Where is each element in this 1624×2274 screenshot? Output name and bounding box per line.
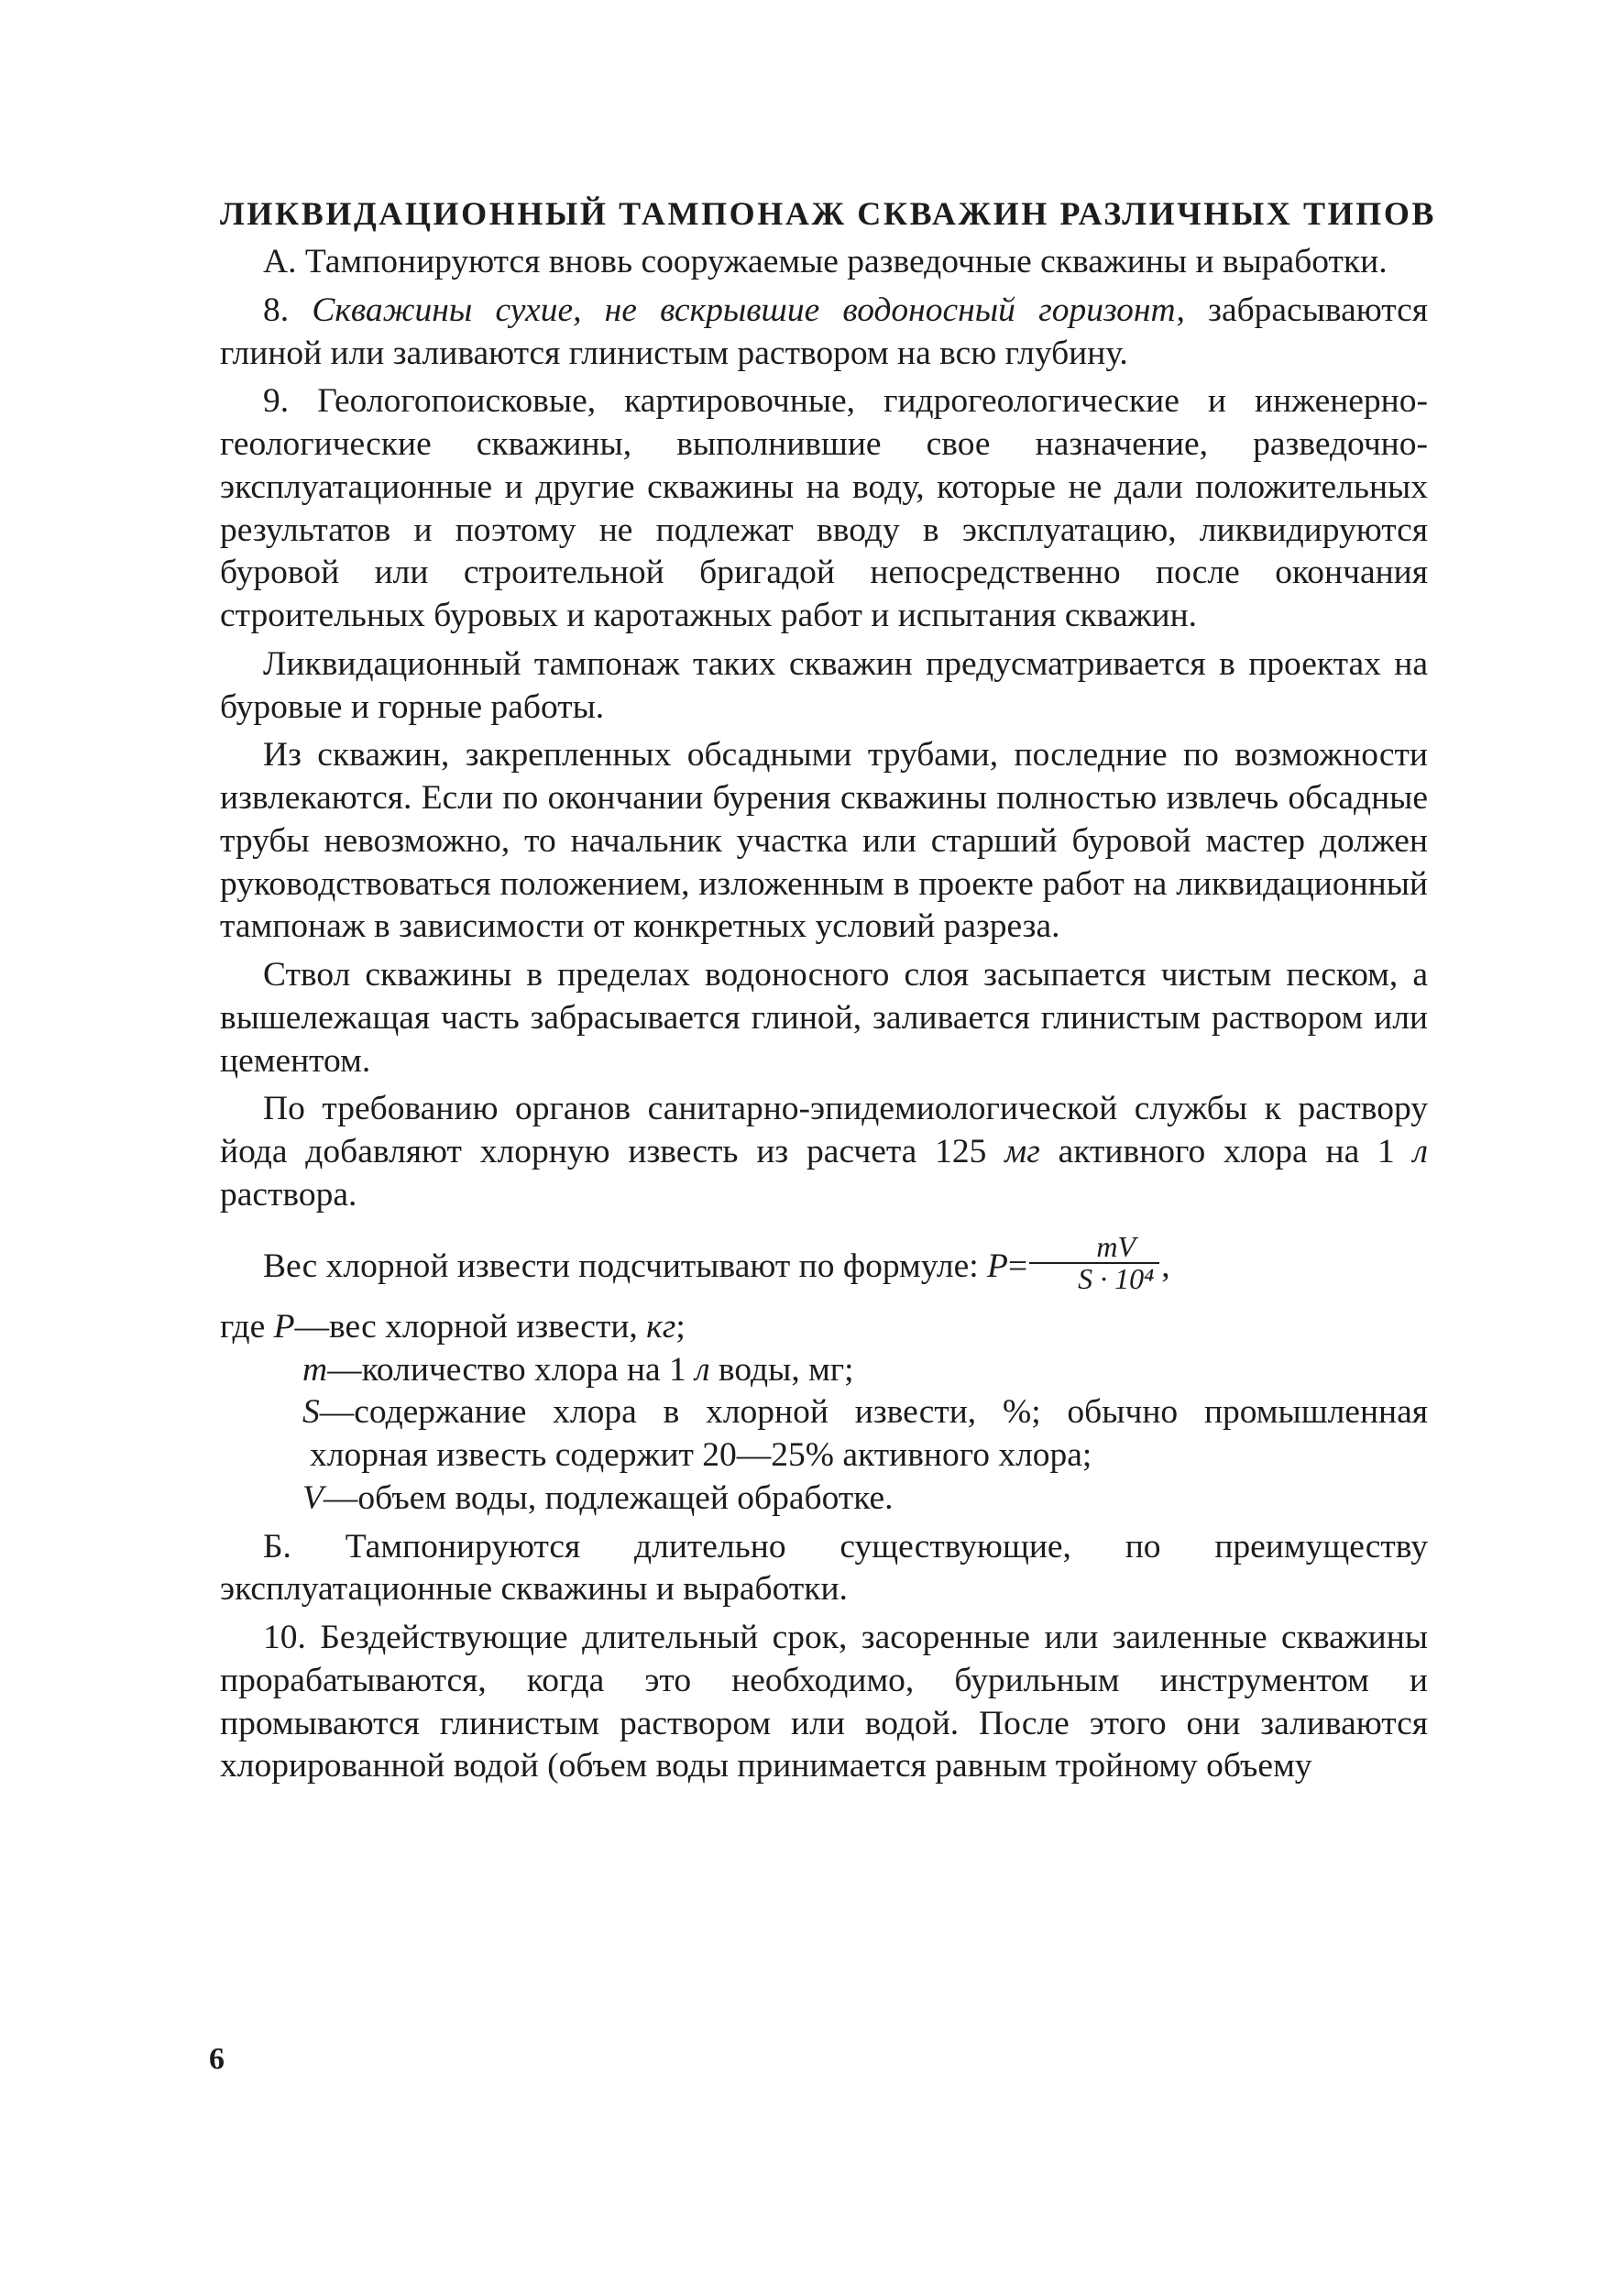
unit-l: л [1412,1133,1429,1171]
formula-line [220,1229,1428,1301]
definitions-list [220,1306,1428,1521]
item-9-paragraph: 9. Геологопоисковые, картировочные, гидрогеологические и инженерно-геологические скважины, выполнившие свое назначение, разведочно-эксплуатационные и другие скважины на воду, которые не дали положительных результатов и поэтому не подлежат вводу в эксплуатацию, ликвидируются буровой или строительной бригадой непосредственно после окончания строительных буровых и каротажных работ и испытания скважин. [220,382,1428,635]
projects-paragraph: Ликвидационный тампонаж таких скважин предусматривается в проектах на буровые и горные работы. [220,644,1428,726]
item-8-italic-text: Скважины сухие, не вскрывшие водоносный горизонт, [312,291,1185,329]
definition-text: —содержание хлора в хлорной извести, %; обычно промышленная хлорная известь содержит 20—25% активного хлора; [310,1393,1428,1475]
chlorine-text-after: раствора. [220,1175,357,1214]
section-b-paragraph: Б. Тампонируются длительно существующие, по преимуществу эксплуатационные скважины и выработки. [220,1527,1428,1609]
definition-end: воды, мг; [709,1350,854,1389]
casing-paragraph: Из скважин, закрепленных обсадными трубами, последние по возможности извлекаются. Если по окончании бурения скважины полностью извлечь обсадные трубы невозможно, то начальник участка или старший буровой мастер должен руководствоваться положением, изложенным в проекте работ на ликвидационный тампонаж в зависимости от конкретных условий разреза. [220,736,1428,946]
formula-intro: Вес хлорной извести подсчитывают по формуле: [263,1247,979,1285]
definition-symbol: V [302,1478,324,1517]
definition-text: —количество хлора на 1 [327,1350,696,1389]
definition-symbol: m [302,1350,328,1389]
definition-item [220,1349,1428,1392]
formula-fraction [1029,1229,1159,1296]
definition-unit: кг [646,1307,676,1346]
item-8-paragraph [220,290,1428,376]
definition-item [220,1306,1428,1349]
definition-item [220,1391,1428,1478]
text-column [220,194,1437,1794]
definition-unit: л [695,1350,710,1389]
definition-text: —объем воды, подлежащей обработке. [323,1478,894,1517]
chlorine-text-before: По требованию органов санитарно-эпидемиологической службы к раствору йода добавляют хлорную известь из расчета 125 [220,1090,1428,1171]
page-number: 6 [209,2042,225,2076]
definition-item [220,1478,1428,1521]
sand-paragraph: Ствол скважины в пределах водоносного слоя засыпается чистым песком, а вышележащая часть забрасывается глиной, заливается глинистым раствором или цементом. [220,956,1428,1080]
chlorine-paragraph [220,1088,1428,1216]
definition-symbol: P [273,1307,295,1346]
definition-end: ; [675,1307,686,1346]
section-a-paragraph: А. Тампонируются вновь сооружаемые разведочные скважины и выработки. [263,243,1388,281]
item-8-number: 8. [263,291,290,329]
unit-mg: мг [1004,1133,1040,1171]
definition-text: —вес хлорной извести, [294,1307,647,1346]
formula-equals: = [1007,1247,1028,1285]
formula-numerator: mV [1029,1232,1159,1265]
definition-symbol: S [302,1393,320,1432]
item-8-text: забрасываются глиной или заливаются глинистым раствором на всю глубину. [220,291,1429,372]
section-heading: ЛИКВИДАЦИОННЫЙ ТАМПОНАЖ СКВАЖИН РАЗЛИЧНЫХ ТИПОВ [220,195,1437,232]
formula-denominator: S · 10⁴ [1078,1262,1155,1296]
chlorine-text-middle: активного хлора на 1 [1058,1133,1395,1171]
item-10-paragraph: 10. Бездействующие длительный срок, засоренные или заиленные скважины прорабатываются, когда это необходимо, бурильным инструментом и промываются глинистым раствором или водой. После этого они заливаются хлорированной водой (объем воды принимается равным тройному объему [220,1619,1428,1785]
formula-trail: , [1161,1247,1170,1285]
definition-prefix: где [220,1307,274,1346]
formula-lhs: P [987,1247,1008,1285]
